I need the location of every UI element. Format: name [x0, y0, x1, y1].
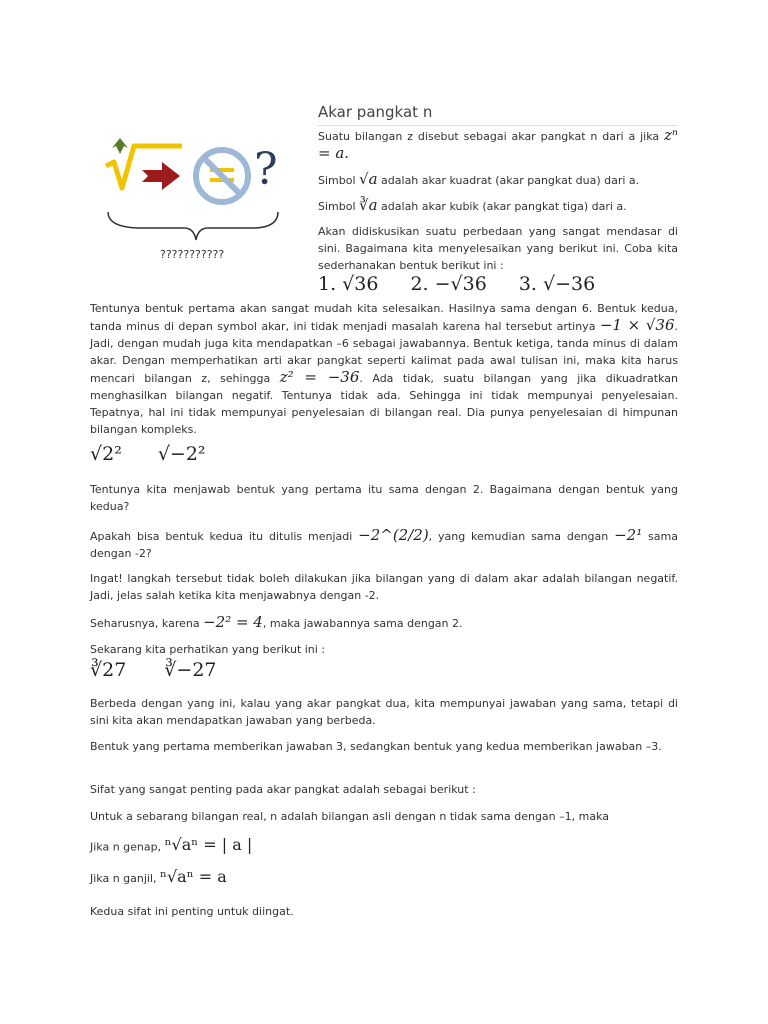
form-2: 2. −√36	[410, 273, 487, 295]
curly-brace-icon	[108, 212, 278, 240]
question-mark: ?	[254, 144, 278, 195]
math-sqrt-a: √a	[359, 170, 378, 188]
forms-row	[318, 273, 678, 295]
intro-section	[318, 127, 678, 293]
green-arrow-icon	[112, 138, 128, 154]
form-1: 1. √36	[318, 273, 379, 295]
body-para-9: Sifat yang sangat penting pada akar pangkat adalah sebagai berikut :	[90, 783, 476, 796]
body-para-10: Untuk a sebarang bilangan real, n adalah bilangan asli dengan n tidak sama dengan –1, maka	[90, 810, 610, 823]
math-minus-one-times-sqrt: −1 × √36	[599, 316, 675, 334]
intro-p4: Akan didiskusikan suatu perbedaan yang sangat mendasar di sini. Bagaimana kita menyelesaikan yang berikut ini. Coba kita sederhanakan bentuk berikut ini :	[318, 225, 678, 272]
body-para-7: Berbeda dengan yang ini, kalau yang akar pangkat dua, kita mempunyai jawaban yang sama, tetapi di sini kita akan mendapatkan jawaban yang berbeda.	[90, 697, 678, 727]
odd-rule: Jika n ganjil, ⁿ√aⁿ = a	[90, 867, 227, 886]
math-cbrt-27: ∛27	[90, 659, 127, 681]
body-para-1: Tentunya bentuk pertama akan sangat mudah kita selesaikan. Hasilnya sama dengan 6. Bentuk kedua, tanda minus di depan symbol akar, ini tidak menjadi masalah karena hal tersebut artinya −1 × √36. Jadi, dengan mudah juga kita mendapatkan –6 sebagai jawabannya. Bentuk ketiga, tanda minus di dalam akar. Dengan memperhatikan arti akar pangkat seperti kalimat pada awal tulisan ini, maka kita harus mencari bilangan z, sehingga z² = −36. Ada tidak, suatu bilangan yang jika dikuadratkan menghasilkan bilangan negatif. Tentunya tidak ada. Sehingga ini tidak mempunyai penyelesaian. Tepatnya, hal ini tidak mempunyai penyelesaian di bilangan real. Dia punya penyelesaian di himpunan bilangan kompleks.	[90, 302, 678, 436]
math-cbrt-a: ∛a	[359, 196, 378, 214]
math-row-1	[90, 443, 678, 465]
intro-p3: Simbol ∛a adalah akar kubik (akar pangkat tiga) dari a.	[318, 196, 627, 214]
even-rule: Jika n genap, ⁿ√aⁿ = | a |	[90, 835, 253, 854]
body-para-4: Ingat! langkah tersebut tidak boleh dilakukan jika bilangan yang di dalam akar adalah bilangan negatif. Jadi, jelas salah ketika kita menjawabnya dengan -2.	[90, 572, 678, 602]
body-para-6: Sekarang kita perhatikan yang berikut ini :	[90, 643, 326, 656]
math-neg-2-pow-frac: −2^(2/2)	[358, 526, 429, 544]
math-z-n-equals-a: zⁿ = a.	[318, 126, 678, 162]
math-odd-root: ⁿ√aⁿ = a	[160, 867, 227, 886]
math-sqrt-2-squared: √2²	[90, 443, 122, 465]
math-neg-2-pow-1: −2¹	[614, 526, 643, 544]
body-para-3: Apakah bisa bentuk kedua itu ditulis menjadi −2^(2/2), yang kemudian sama dengan −2¹ sama dengan -2?	[90, 526, 678, 560]
body-para-8: Bentuk yang pertama memberikan jawaban 3, sedangkan bentuk yang kedua memberikan jawaban –3.	[90, 740, 662, 753]
illustration	[102, 136, 292, 266]
body-para-5: Seharusnya, karena −2² = 4, maka jawabannya sama dengan 2.	[90, 613, 463, 631]
form-3: 3. √−36	[518, 273, 596, 295]
math-cbrt-minus-27: ∛−27	[164, 659, 217, 681]
math-even-root: ⁿ√aⁿ = | a |	[164, 835, 253, 854]
body-para-2: Tentunya kita menjawab bentuk yang pertama itu sama dengan 2. Bagaimana dengan bentuk yang kedua?	[90, 483, 678, 513]
intro-p2: Simbol √a adalah akar kuadrat (akar pangkat dua) dari a.	[318, 170, 640, 188]
math-row-2	[90, 659, 678, 681]
figure-caption: ???????????	[160, 248, 225, 261]
math-neg-2-squared: −2² = 4	[203, 613, 263, 631]
intro-p1: Suatu bilangan z disebut sebagai akar pangkat n dari a jika zⁿ = a.	[318, 126, 678, 162]
math-sqrt-minus-2-squared: √−2²	[157, 443, 206, 465]
math-z-squared: z² = −36	[279, 368, 360, 386]
red-arrow-icon	[142, 162, 180, 190]
page-title: Akar pangkat n	[318, 103, 678, 126]
body-para-11: Kedua sifat ini penting untuk diingat.	[90, 905, 294, 918]
